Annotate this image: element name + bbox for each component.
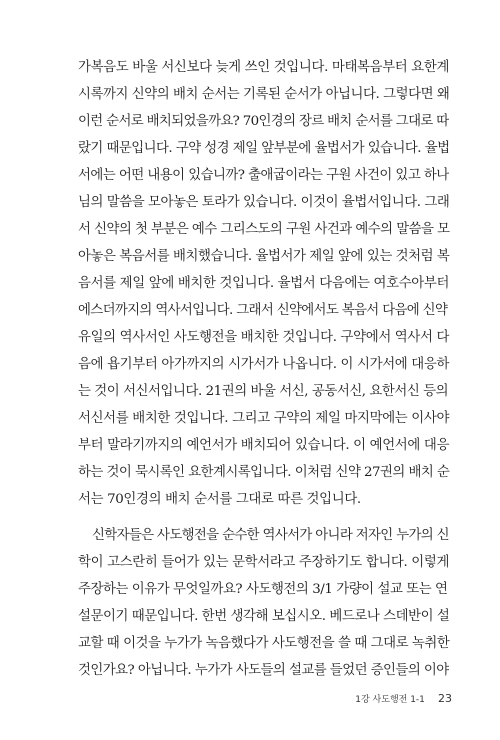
text-line: 님의 말씀을 모아놓은 토라가 있습니다. 이것이 율법서입니다. 그래 bbox=[78, 195, 450, 210]
text-line: 부터 말라기까지의 예언서가 배치되어 있습니다. 이 예언서에 대응 bbox=[78, 438, 450, 453]
text-line: 랐기 때문입니다. 구약 성경 제일 앞부분에 율법서가 있습니다. 율법 bbox=[78, 141, 450, 156]
text-line: 음에 욥기부터 아가까지의 시가서가 나옵니다. 이 시가서에 대응하 bbox=[78, 357, 450, 372]
text-line: 것인가요? 아닙니다. 누가가 사도들의 설교를 들었던 증인들의 이야 bbox=[78, 663, 449, 678]
text-line: 서는 70인경의 배치 순서를 그대로 따른 것입니다. bbox=[78, 492, 361, 507]
text-line: 아놓은 복음서를 배치했습니다. 율법서가 제일 앞에 있는 것처럼 복 bbox=[78, 249, 450, 264]
text-line: 학이 고스란히 들어가 있는 문학서라고 주장하기도 합니다. 이렇게 bbox=[78, 555, 450, 570]
page-number: 23 bbox=[438, 692, 452, 705]
text-line: 주장하는 이유가 무엇일까요? 사도행전의 3/1 가량이 설교 또는 연 bbox=[78, 582, 448, 597]
text-line: 교할 때 이것을 누가가 녹음했다가 사도행전을 쓸 때 그대로 녹취한 bbox=[78, 636, 450, 651]
body-paragraph-1 bbox=[78, 54, 450, 513]
text-line: 설문이기 때문입니다. 한번 생각해 보십시오. 베드로나 스데반이 설 bbox=[78, 609, 450, 624]
text-line: 시록까지 신약의 배치 순서는 기록된 순서가 아닙니다. 그렇다면 왜 bbox=[78, 87, 450, 102]
text-line: 하는 것이 묵시록인 요한계시록입니다. 이처럼 신약 27권의 배치 순 bbox=[78, 465, 450, 480]
text-line: 가복음도 바울 서신보다 늦게 쓰인 것입니다. 마태복음부터 요한계 bbox=[78, 60, 450, 75]
text-line: 에스더까지의 역사서입니다. 그래서 신약에서도 복음서 다음에 신약 bbox=[78, 303, 448, 318]
chapter-running-title: 1강 사도행전 1-1 bbox=[355, 695, 425, 705]
text-line: 유일의 역사서인 사도행전을 배치한 것입니다. 구약에서 역사서 다 bbox=[78, 330, 450, 345]
body-paragraph-2 bbox=[78, 522, 450, 684]
text-line: 서신서를 배치한 것입니다. 그리고 구약의 제일 마지막에는 이사야 bbox=[78, 411, 450, 426]
text-line: 신학자들은 사도행전을 순수한 역사서가 아니라 저자인 누가의 신 bbox=[92, 528, 449, 543]
text-line: 서에는 어떤 내용이 있습니까? 출애굽이라는 구원 사건이 있고 하나 bbox=[78, 168, 449, 183]
text-line: 이런 순서로 배치되었을까요? 70인경의 장르 배치 순서를 그대로 따 bbox=[78, 114, 449, 129]
page-footer bbox=[0, 688, 452, 707]
text-line: 서 신약의 첫 부분은 예수 그리스도의 구원 사건과 예수의 말씀을 모 bbox=[78, 222, 450, 237]
text-line: 음서를 제일 앞에 배치한 것입니다. 율법서 다음에는 여호수아부터 bbox=[78, 276, 450, 291]
text-line: 는 것이 서신서입니다. 21권의 바울 서신, 공동서신, 요한서신 등의 bbox=[78, 384, 449, 399]
